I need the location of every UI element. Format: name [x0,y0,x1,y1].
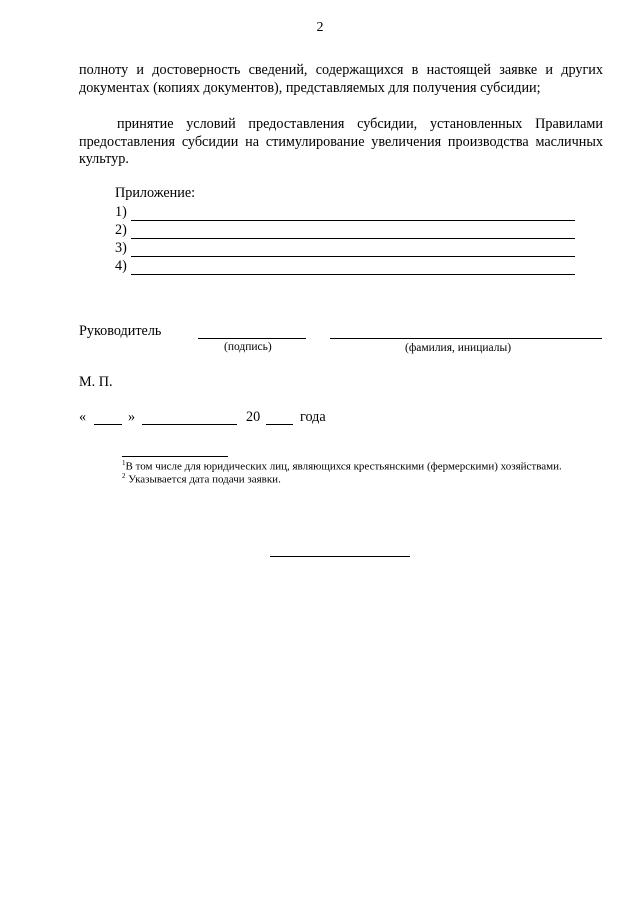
signature-line [198,338,306,339]
paragraph-accuracy: полноту и достоверность сведений, содержащихся в настоящей заявке и других документах (копиях документов), представляемых для получения субсидии; [79,62,603,96]
date-year-prefix: 20 [246,409,261,425]
signature-caption: (подпись) [224,341,272,353]
appendix-title: Приложение: [115,185,196,201]
footnote-separator [122,456,228,457]
appendix-item-line [131,261,575,275]
appendix-item-number: 1) [115,204,127,220]
stamp-label: М. П. [79,374,113,390]
appendix-block [115,184,575,275]
footnote-2 [122,472,281,486]
footnote-marker: 1 [122,459,126,467]
appendix-item-line [131,243,575,257]
end-of-document-line [270,556,410,557]
appendix-item-line [131,225,575,239]
appendix-item-number: 4) [115,258,127,274]
date-close-quote: » [128,409,136,425]
footnote-text: В том числе для юридических лиц, являющихся крестьянскими (фермерскими) хозяйствами. [125,460,562,473]
footnote-text: Указывается дата подачи заявки. [128,473,281,486]
date-month-line [142,424,237,425]
footnote-1 [122,459,562,473]
appendix-item [115,239,575,257]
appendix-item [115,257,575,275]
appendix-item [115,221,575,239]
page-number: 2 [316,20,324,35]
appendix-item-line [131,207,575,221]
appendix-item [115,203,575,221]
footnote-marker: 2 [122,472,126,480]
signatory-role: Руководитель [79,323,162,339]
date-suffix: года [300,409,326,425]
appendix-item-number: 3) [115,240,127,256]
date-year-line [266,424,293,425]
appendix-item-number: 2) [115,222,127,238]
date-day-line [94,424,122,425]
date-open-quote: « [79,409,87,425]
name-caption: (фамилия, инициалы) [405,342,512,354]
paragraph-conditions: принятие условий предоставления субсидии, установленных Правилами предоставления субсидии на стимулирование увеличения производства масличных культур. [79,116,603,167]
name-line [330,338,602,339]
